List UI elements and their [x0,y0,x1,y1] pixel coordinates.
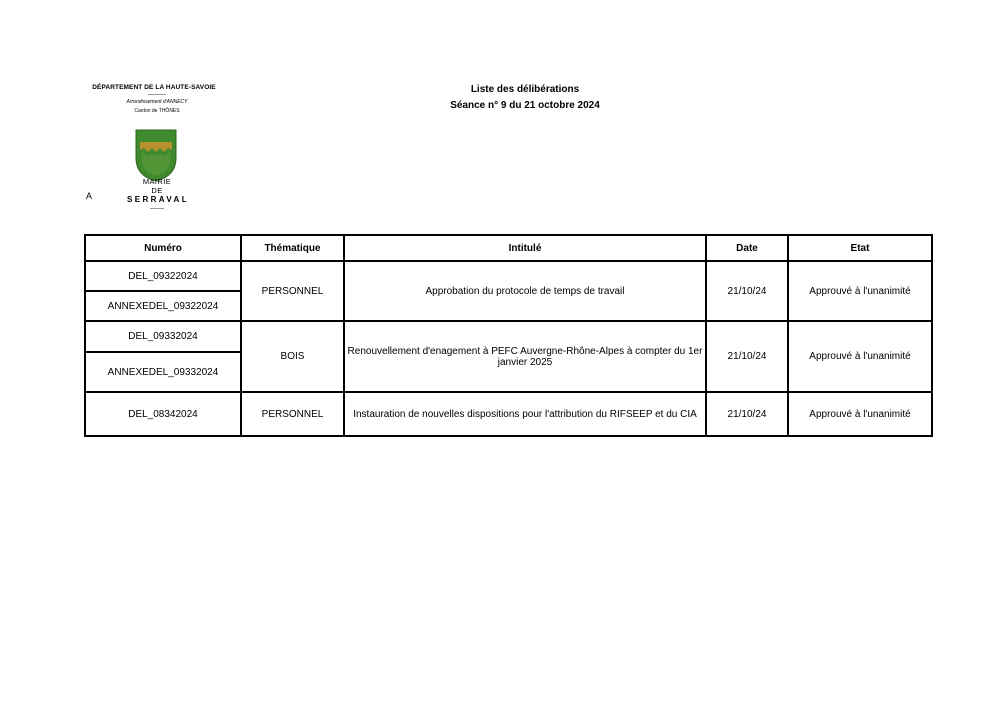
letterhead [92,84,218,114]
thematique-cell: PERSONNEL [241,261,344,321]
intitule-cell: Renouvellement d'enagement à PEFC Auvergne-Rhône-Alpes à compter du 1er janvier 2025 [344,321,706,392]
table-header-row [85,235,932,261]
thematique-cell: BOIS [241,321,344,392]
arrondissement-name: Arrondissement d'ANNECY [126,99,188,105]
header-numero: Numéro [85,235,241,261]
etat-cell: Approuvé à l'unanimité [788,321,932,392]
header-etat: Etat [788,235,932,261]
mairie-block [117,177,197,209]
date-cell: 21/10/24 [706,261,788,321]
numero-cell: ANNEXEDEL_09332024 [85,352,241,392]
numero-cell: DEL_08342024 [85,392,241,436]
numero-cell: DEL_09332024 [85,321,241,352]
date-cell: 21/10/24 [706,392,788,436]
etat-cell: Approuvé à l'unanimité [788,392,932,436]
numero-cell: ANNEXEDEL_09322024 [85,291,241,321]
corner-letter: A [86,191,93,201]
header-thematique: Thématique [241,235,344,261]
table-row [85,392,932,436]
header-intitule: Intitulé [344,235,706,261]
deliberations-table [84,234,933,437]
document-subtitle: Séance n° 9 du 21 octobre 2024 [450,100,600,111]
document-title: Liste des délibérations [470,84,580,95]
document-title-block [380,82,670,114]
department-name: DÉPARTEMENT DE LA HAUTE-SAVOIE [92,84,216,91]
table-row [85,321,932,352]
mairie-de-label: DE [151,186,163,195]
header-date: Date [706,235,788,261]
date-cell: 21/10/24 [706,321,788,392]
mairie-label: MAIRIE [142,177,172,186]
coat-of-arms-icon [134,128,178,182]
table-row [85,261,932,291]
intitule-cell: Instauration de nouvelles dispositions pour l'attribution du RIFSEEP et du CIA [344,392,706,436]
divider [148,94,166,95]
intitule-cell: Approbation du protocole de temps de travail [344,261,706,321]
etat-cell: Approuvé à l'unanimité [788,261,932,321]
divider [150,208,164,209]
commune-name: SERRAVAL [126,195,190,204]
numero-cell: DEL_09322024 [85,261,241,291]
thematique-cell: PERSONNEL [241,392,344,436]
canton-name: Canton de THÔNES [134,108,180,114]
